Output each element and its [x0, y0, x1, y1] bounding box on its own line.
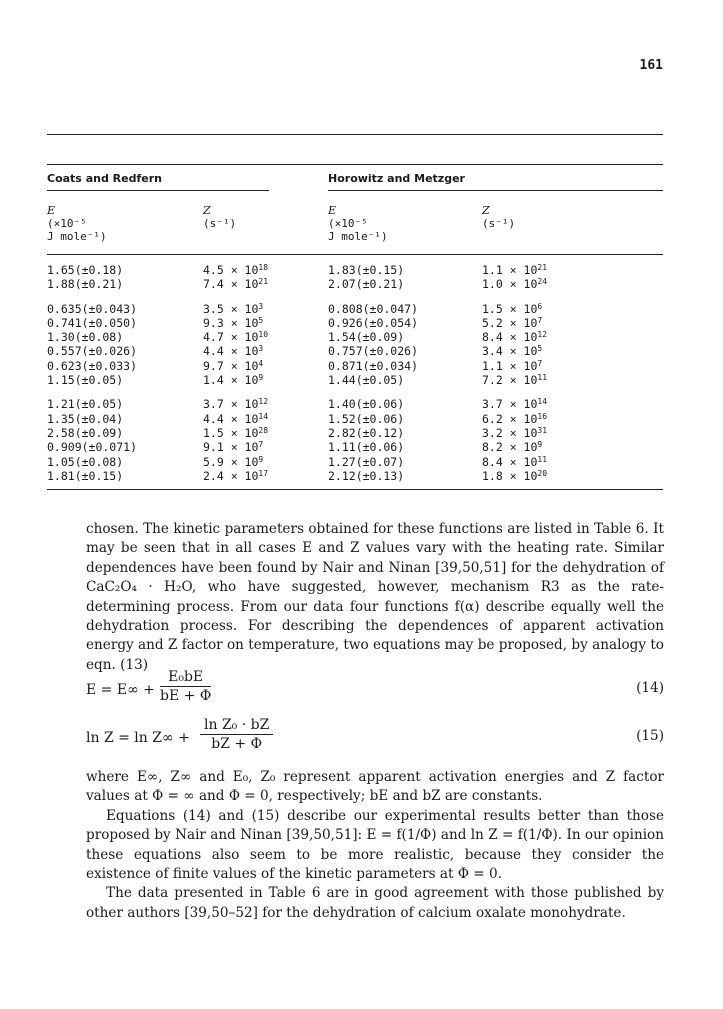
cell-e-value: 1.35(±0.04): [47, 411, 124, 426]
col-head-e1: E (×10⁻⁵ J mole⁻¹): [47, 204, 107, 243]
table-group-header: [47, 170, 663, 190]
table-row: [47, 344, 663, 358]
cell-e-value: 1.44(±0.05): [328, 373, 405, 388]
cell-e-value: 1.52(±0.06): [328, 411, 405, 426]
cell-e-value: 1.65(±0.18): [47, 263, 124, 277]
cell-e-value: 1.15(±0.05): [47, 373, 124, 388]
table-block: [47, 387, 663, 483]
cell-z-value: $5.9 \times 10^9$: [203, 454, 264, 469]
cell-e-value: 0.926(±0.054): [328, 315, 419, 330]
cell-z-value: $9.7 \times 10^4$: [203, 358, 264, 373]
cell-e-value: 1.21(±0.05): [47, 397, 124, 412]
cell-e-value: 1.83(±0.15): [328, 263, 405, 277]
group-coats-redfern: Coats and Redfern: [47, 172, 162, 185]
cell-z-value: $7.2 \times 10^{11}$: [482, 373, 548, 388]
group-rule-left: [47, 190, 269, 191]
cell-z-value: $4.4 \times 10^3$: [203, 344, 264, 359]
cell-z-value: $3.7 \times 10^{12}$: [203, 397, 269, 412]
kinetic-parameters-table: [47, 170, 663, 490]
table-row: [47, 397, 663, 411]
cell-e-value: 1.30(±0.08): [47, 330, 124, 345]
cell-z-value: $3.2 \times 10^{31}$: [482, 425, 548, 440]
cell-e-value: 1.54(±0.09): [328, 330, 405, 345]
table-row: [47, 373, 663, 387]
table-row: [47, 330, 663, 344]
cell-z-value: $3.5 \times 10^3$: [203, 301, 264, 316]
cell-z-value: $1.8 \times 10^{20}$: [482, 468, 548, 483]
cell-z-value: $1.1 \times 10^7$: [482, 358, 543, 373]
cell-e-value: 0.741(±0.050): [47, 315, 138, 330]
col-head-e2: E (×10⁻⁵ J mole⁻¹): [328, 204, 388, 243]
cell-e-value: 0.757(±0.026): [328, 344, 419, 359]
cell-z-value: $7.4 \times 10^{21}$: [203, 277, 269, 292]
table-row: [47, 302, 663, 316]
table-row: [47, 440, 663, 454]
cell-z-value: $3.4 \times 10^5$: [482, 344, 543, 359]
eq14-number: (14): [636, 680, 664, 696]
cell-e-value: 0.871(±0.034): [328, 358, 419, 373]
table-top-rule: [47, 164, 663, 165]
table-row: [47, 263, 663, 277]
table-row: [47, 359, 663, 373]
group-rule-right: [328, 190, 663, 191]
cell-z-value: $4.5 \times 10^{18}$: [203, 263, 269, 277]
table-row: [47, 412, 663, 426]
cell-z-value: $5.2 \times 10^7$: [482, 315, 543, 330]
table-bottom-rule: [47, 489, 663, 490]
cell-e-value: 1.27(±0.07): [328, 454, 405, 469]
cell-z-value: $8.2 \times 10^9$: [482, 440, 543, 455]
cell-z-value: $8.4 \times 10^{11}$: [482, 454, 548, 469]
table-block: [47, 255, 663, 292]
table-column-header: [47, 204, 663, 252]
cell-z-value: $4.7 \times 10^{10}$: [203, 330, 269, 345]
cell-z-value: $2.4 \times 10^{17}$: [203, 468, 269, 483]
table-block: [47, 292, 663, 388]
cell-e-value: 0.808(±0.047): [328, 301, 419, 316]
cell-z-value: $4.4 \times 10^{14}$: [203, 411, 269, 426]
eq15-fraction: $\frac{\text{ln Z₀ · bZ}}{bZ + \Phi}$: [200, 716, 273, 753]
cell-e-value: 1.81(±0.15): [47, 468, 124, 483]
equation-15: ln Z = ln Z∞ + $\frac{\text{ln Z₀ · bZ}}{bZ + \Phi}$ (15): [86, 717, 664, 752]
cell-e-value: 0.635(±0.043): [47, 301, 138, 316]
table-row: [47, 426, 663, 440]
group-horowitz-metzger: Horowitz and Metzger: [328, 172, 465, 185]
cell-e-value: 1.88(±0.21): [47, 277, 124, 292]
eq14-fraction: $\frac{\text{E₀bE}}{bE + \Phi}$: [160, 669, 212, 704]
table-row: [47, 455, 663, 469]
cell-e-value: 2.82(±0.12): [328, 425, 405, 440]
cell-e-value: 0.623(±0.033): [47, 358, 138, 373]
cell-z-value: $1.5 \times 10^6$: [482, 301, 543, 316]
eq15-number: (15): [636, 728, 664, 744]
cell-z-value: $9.3 \times 10^5$: [203, 315, 264, 330]
table-row: [47, 469, 663, 483]
cell-z-value: $1.4 \times 10^9$: [203, 373, 264, 388]
cell-e-value: 1.11(±0.06): [328, 440, 405, 455]
paragraph-definitions: where E∞, Z∞ and E₀, Z₀ represent apparent activation energies and Z factor values at Φ = ∞ and Φ = 0, respectively; bE and bZ are constants. Equations (14) and (15) describe our experimental results better than those proposed by Nair and Ninan [39,50,51]: E = f(1/Φ) and ln Z = f(1/Φ). In our opinion these equations also seem to be more realistic, because they consider the existence of finite values of the kinetic parameters at Φ = 0. The data presented in Table 6 are in good agreement with those published by other authors [39,50–52] for the dehydration of calcium oxalate monohydrate.: [86, 769, 664, 921]
top-rule: [47, 134, 663, 135]
page-number: 161: [639, 58, 663, 73]
cell-e-value: 2.58(±0.09): [47, 425, 124, 440]
equation-14: E = E∞ + $\frac{\text{E₀bE}}{bE + \Phi}$ (14): [86, 669, 664, 704]
table-row: [47, 277, 663, 291]
cell-e-value: 0.909(±0.071): [47, 440, 138, 455]
table-body: [47, 255, 663, 483]
cell-e-value: 2.12(±0.13): [328, 468, 405, 483]
cell-z-value: $3.7 \times 10^{14}$: [482, 397, 548, 412]
cell-z-value: $6.2 \times 10^{16}$: [482, 411, 548, 426]
cell-z-value: $1.1 \times 10^{21}$: [482, 263, 548, 277]
col-head-z1: Z (s⁻¹): [203, 204, 237, 230]
cell-e-value: 1.40(±0.06): [328, 397, 405, 412]
cell-z-value: $9.1 \times 10^7$: [203, 440, 264, 455]
cell-z-value: $1.0 \times 10^{24}$: [482, 277, 548, 292]
cell-z-value: $1.5 \times 10^{28}$: [203, 425, 269, 440]
cell-e-value: 1.05(±0.08): [47, 454, 124, 469]
col-head-z2: Z (s⁻¹): [482, 204, 516, 230]
cell-e-value: 2.07(±0.21): [328, 277, 405, 292]
cell-z-value: $8.4 \times 10^{12}$: [482, 330, 548, 345]
table-row: [47, 316, 663, 330]
cell-e-value: 0.557(±0.026): [47, 344, 138, 359]
paragraph-chosen: chosen. The kinetic parameters obtained for these functions are listed in Table 6. It may be seen that in all cases E and Z values vary with the heating rate. Similar dependences have been found by Nair and Ninan [39,50,51] for the dehydration of CaC₂O₄ · H₂O, who have suggested, however, mechanism R3 as the rate-determining process. From our data four functions f(α) describe equally well the dehydration process. For describing the dependences of apparent activation energy and Z factor on temperature, two equations may be proposed, by analogy to eqn. (13): [86, 521, 664, 673]
